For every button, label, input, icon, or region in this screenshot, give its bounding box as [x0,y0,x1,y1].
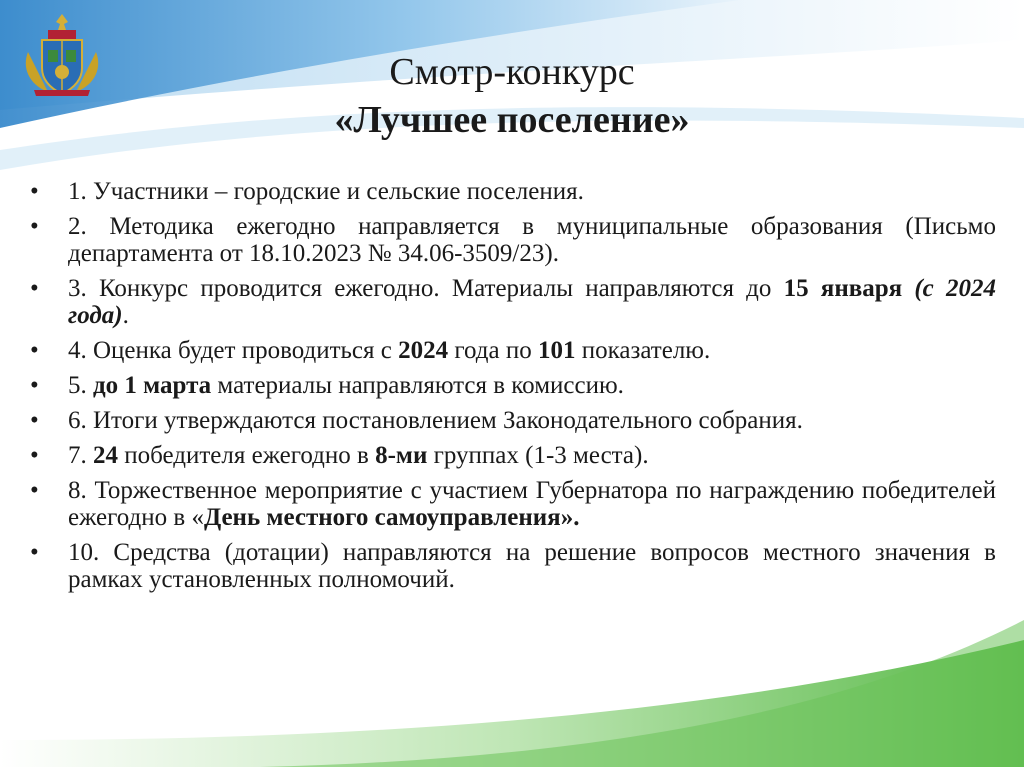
item-text: 6. Итоги утверждаются постановлением Законодательного собрания. [68,407,803,434]
bullet-icon: • [30,477,39,504]
list-item [30,337,996,364]
item-bold-italic: (с 2024 года) [68,275,996,329]
page-title-line1: Смотр-конкурс [389,51,635,93]
item-text: 1. Участники – городские и сельские поселения. [68,178,584,205]
item-text: 5. [68,372,93,399]
bullet-icon: • [30,539,39,566]
bullet-icon: • [30,337,39,364]
item-bold: День местного самоуправления». [203,504,580,531]
list-item [30,178,996,205]
item-text: 8. Торжественное мероприятие с участием Губернатора по награждению победителей ежегодно в « [68,477,996,531]
item-text [902,275,914,302]
item-text: победителя ежегодно в [118,442,376,469]
bullet-icon: • [30,178,39,205]
list-item [30,275,996,329]
list-item [30,213,996,267]
list-item [30,442,996,469]
bullet-icon: • [30,372,39,399]
item-text: 7. [68,442,93,469]
page-title-line2: «Лучшее поселение» [334,99,690,141]
bullet-icon: • [30,275,39,302]
list-item [30,407,996,434]
item-text: 2. Методика ежегодно направляется в муниципальные образования (Письмо департамента от 18.10.2023 № 34.06-3509/23). [68,213,996,267]
bullet-list [30,178,996,601]
list-item [30,372,996,399]
item-text: 10. Средства (дотации) направляются на решение вопросов местного значения в рамках установленных полномочий. [68,539,996,593]
item-bold: 15 января [783,275,903,302]
item-bold: 2024 [398,337,449,364]
item-text: показателю. [575,337,711,364]
bullet-icon: • [30,442,39,469]
bullet-icon: • [30,407,39,434]
item-text: материалы направляются в комиссию. [211,372,624,399]
item-bold: 101 [537,337,576,364]
item-text: . [122,302,129,329]
list-item [30,477,996,531]
item-text: 4. Оценка будет проводиться с [68,337,399,364]
item-bold: 8-ми [375,442,428,469]
bullet-icon: • [30,213,39,240]
item-bold: до 1 марта [93,372,212,399]
item-text: года по [448,337,538,364]
item-text: группах (1-3 места). [427,442,649,469]
item-text: 3. Конкурс проводится ежегодно. Материалы направляются до [68,275,784,302]
item-bold: 24 [93,442,118,469]
list-item [30,539,996,593]
